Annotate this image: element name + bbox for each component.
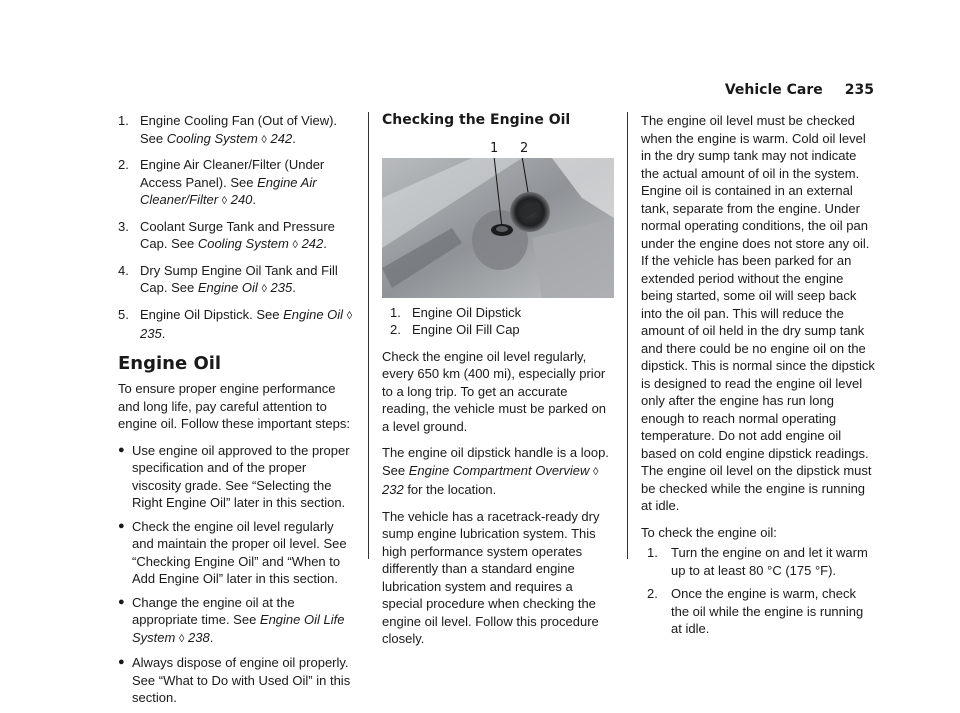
- page-number: 235: [844, 82, 874, 98]
- column-left: [118, 112, 354, 713]
- list-item: 2. Engine Air Cleaner/Filter (Under Access Panel). See Engine Air Cleaner/Filter ◊ 240.: [118, 157, 325, 207]
- bullet-item: ● Always dispose of engine oil properly. See “What to Do with Used Oil” in this section.: [118, 655, 351, 705]
- figure-legend: [382, 304, 614, 339]
- engine-oil-figure: [382, 140, 614, 298]
- reference-arrow-icon: ◊: [346, 309, 353, 322]
- page-reference[interactable]: 242: [301, 236, 324, 251]
- step-item: 1. Turn the engine on and let it warm up to at least 80 °C (175 °F).: [647, 545, 868, 578]
- paragraph: Check the engine oil level regularly, every 650 km (400 mi), especially prior to a long trip. To get an accurate reading, the vehicle must be parked on a level ground.: [382, 348, 607, 434]
- subsection-heading-checking-oil: Checking the Engine Oil: [382, 112, 571, 128]
- reference-arrow-icon: ◊: [593, 465, 599, 478]
- cross-reference-link[interactable]: Engine Oil: [197, 280, 258, 295]
- column-divider-right: [627, 112, 628, 559]
- list-item: 4. Dry Sump Engine Oil Tank and Fill Cap. See Engine Oil ◊ 235.: [118, 262, 338, 295]
- reference-arrow-icon: ◊: [221, 195, 228, 207]
- reference-arrow-icon: ◊: [292, 239, 298, 251]
- bullet-icon: ●: [118, 519, 125, 532]
- bullet-icon: ●: [118, 656, 125, 668]
- paragraph: The engine oil level must be checked when the engine is warm. Cold oil level in the dry sump tank may not indicate the actual amount of oil in the system. Engine oil is contained in an external tank, separate from the engine. Under normal operating conditions, the oil pan under the engine does not store any oil. If the vehicle has been parked for an extended period without the engine being started, some oil will seep back into the oil pan. This will reduce the amount of oil held in the dry sump tank and there could be no engine oil on the dipstick. This is normal since the dipstick is designed to read the engine oil level only after the engine has run long enough to reach normal operating temperature. Do not add engine oil based on cold engine dipstick readings. The engine oil level on the dipstick must be checked while the engine is running at idle.: [641, 113, 875, 513]
- page-reference[interactable]: 238: [188, 629, 210, 645]
- page-reference[interactable]: 242: [270, 130, 293, 146]
- page-reference[interactable]: 240: [230, 192, 253, 207]
- callout-label-1: 1: [490, 140, 499, 156]
- intro-paragraph: To ensure proper engine performance and long life, pay careful attention to engine oil. Follow these important steps:: [118, 381, 350, 431]
- cross-reference-link[interactable]: Engine Oil Life System: [132, 612, 345, 645]
- bullet-icon: ●: [118, 595, 125, 608]
- section-title: Vehicle Care: [724, 82, 823, 98]
- step-item: 2. Once the engine is warm, check the oil while the engine is running at idle.: [647, 586, 864, 636]
- paragraph: The engine oil dipstick handle is a loop. See Engine Compartment Overview ◊ 232 for the location.: [382, 445, 609, 497]
- engine-oil-steps: [118, 442, 354, 707]
- page-reference[interactable]: 235: [270, 280, 293, 295]
- reference-arrow-icon: ◊: [261, 283, 267, 295]
- bullet-item: ● Check the engine oil level regularly and maintain the proper oil level. See “Checking Engine Oil” and “When to Add Engine Oil” later in this section.: [118, 518, 347, 586]
- cross-reference-link[interactable]: Cooling System: [197, 236, 289, 251]
- engine-compartment-list: [118, 112, 354, 343]
- list-item: 3. Coolant Surge Tank and Pressure Cap. See Cooling System ◊ 242.: [118, 218, 335, 251]
- paragraph: The vehicle has a racetrack-ready dry sump engine lubrication system. This high performance system operates differently than a standard engine lubrication system and requires a special procedure when checking the engine oil level. Follow this procedure closely.: [382, 508, 600, 646]
- legend-item: 1. Engine Oil Dipstick: [390, 304, 522, 320]
- engine-bay-photo: [382, 158, 614, 298]
- cross-reference-link[interactable]: Engine Air Cleaner/Filter: [140, 174, 317, 207]
- bullet-item: ● Change the engine oil at the appropriate time. See Engine Oil Life System ◊ 238.: [118, 594, 345, 645]
- column-middle: [382, 112, 614, 657]
- page-header: [725, 82, 874, 98]
- page-reference[interactable]: 235: [140, 326, 162, 341]
- cross-reference-link[interactable]: Cooling System: [166, 130, 258, 146]
- column-right: [641, 112, 877, 638]
- paragraph: To check the engine oil:: [641, 524, 777, 540]
- section-heading-engine-oil: Engine Oil: [118, 352, 222, 374]
- callout-label-2: 2: [520, 140, 529, 156]
- list-item: 5. Engine Oil Dipstick. See Engine Oil ◊ 235.: [118, 306, 353, 341]
- legend-item: 2. Engine Oil Fill Cap: [390, 322, 520, 337]
- reference-arrow-icon: ◊: [178, 632, 185, 645]
- column-divider-left: [368, 112, 369, 559]
- bullet-icon: ●: [118, 443, 125, 456]
- oil-check-steps: [647, 544, 877, 638]
- cross-reference-link[interactable]: Engine Oil: [283, 306, 344, 322]
- list-item: 1. Engine Cooling Fan (Out of View). See Cooling System ◊ 242.: [118, 113, 338, 146]
- page-reference[interactable]: 232: [382, 482, 404, 497]
- bullet-item: ● Use engine oil approved to the proper specification and of the proper viscosity grade. See “Selecting the Right Engine Oil” later in this section.: [118, 442, 350, 510]
- reference-arrow-icon: ◊: [261, 133, 267, 146]
- cross-reference-link[interactable]: Engine Compartment Overview: [408, 462, 590, 478]
